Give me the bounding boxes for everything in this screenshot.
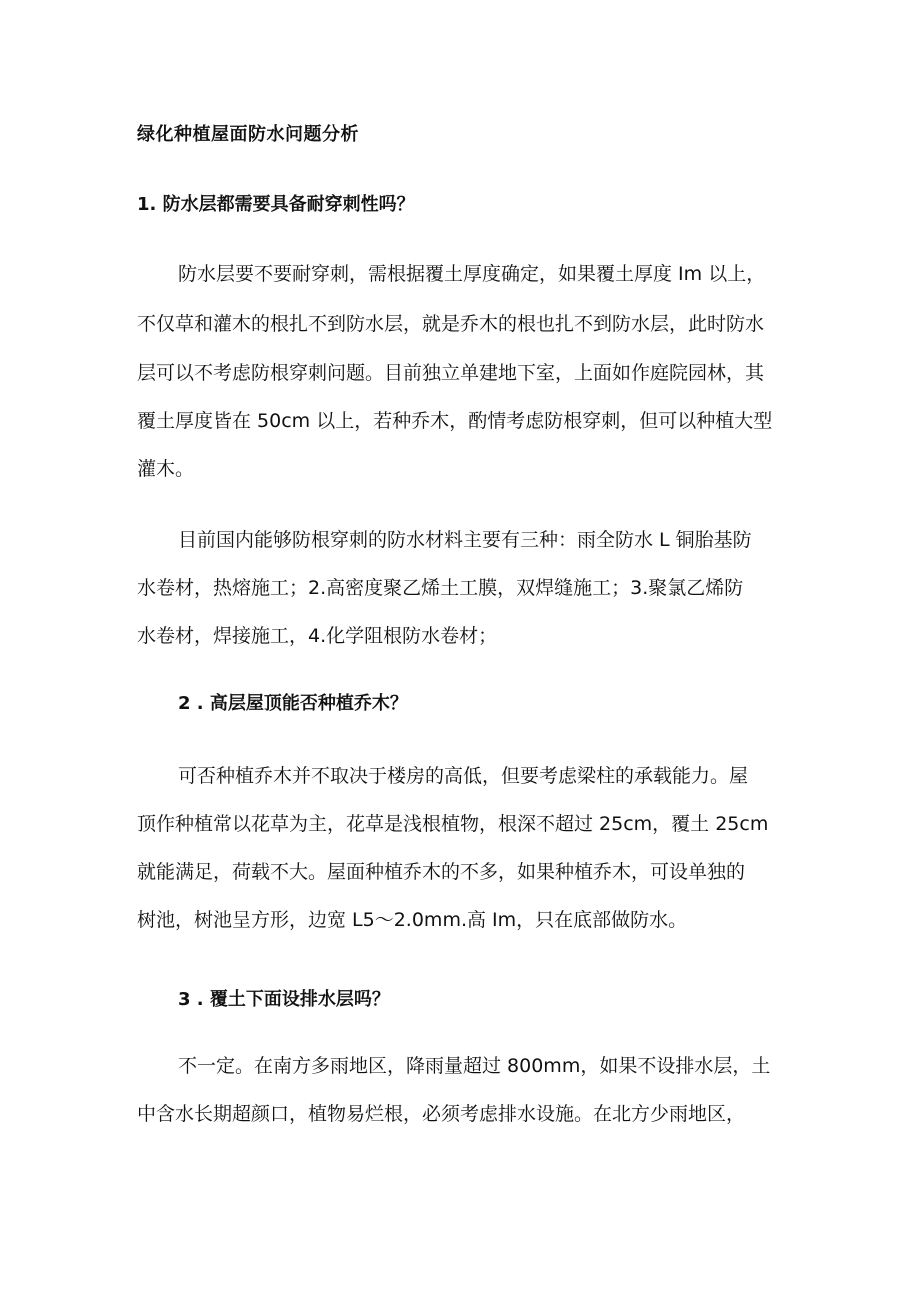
paragraph-line: 水卷材，热熔施工；2.高密度聚乙烯土工膜，双焊缝施工；3.聚氯乙烯防 — [137, 577, 744, 599]
section-1-heading: 1. 防水层都需要具备耐穿刺性吗？ — [137, 194, 415, 215]
section-2-heading: 2 . 高层屋顶能否种植乔木？ — [178, 693, 408, 714]
paragraph-line: 防水层要不要耐穿刺，需根据覆土厚度确定，如果覆土厚度 Im 以上， — [178, 263, 766, 285]
paragraph-line: 灌木。 — [137, 458, 195, 480]
paragraph-line: 树池，树池呈方形，边宽 L5～2.0mm.高 Im，只在底部做防水。 — [137, 909, 688, 931]
paragraph-line: 不仅草和灌木的根扎不到防水层，就是乔木的根也扎不到防水层，此时防水 — [137, 313, 765, 335]
paragraph-line: 就能满足，荷载不大。屋面种植乔木的不多，如果种植乔木，可设单独的 — [137, 861, 746, 883]
paragraph-line: 顶作种植常以花草为主，花草是浅根植物，根深不超过 25cm，覆土 25cm — [137, 813, 769, 835]
paragraph-line: 层可以不考虑防根穿刺问题。目前独立单建地下室，上面如作庭院园林，其 — [137, 362, 765, 384]
section-3-heading: 3 . 覆土下面设排水层吗？ — [178, 989, 390, 1010]
paragraph-line: 可否种植乔木并不取决于楼房的高低，但要考虑梁柱的承载能力。屋 — [178, 765, 749, 787]
paragraph-line: 中含水长期超颜口，植物易烂根，必须考虑排水设施。在北方少雨地区， — [137, 1103, 746, 1125]
paragraph-line: 覆土厚度皆在 50cm 以上，若种乔木，酌情考虑防根穿刺，但可以种植大型 — [137, 410, 773, 432]
paragraph-line: 水卷材，焊接施工，4.化学阻根防水卷材； — [137, 625, 498, 647]
paragraph-line: 目前国内能够防根穿刺的防水材料主要有三种：雨全防水 L 铜胎基防 — [178, 529, 752, 551]
document-title: 绿化种植屋面防水问题分析 — [137, 124, 359, 145]
paragraph-line: 不一定。在南方多雨地区，降雨量超过 800mm，如果不设排水层，土 — [178, 1055, 771, 1077]
